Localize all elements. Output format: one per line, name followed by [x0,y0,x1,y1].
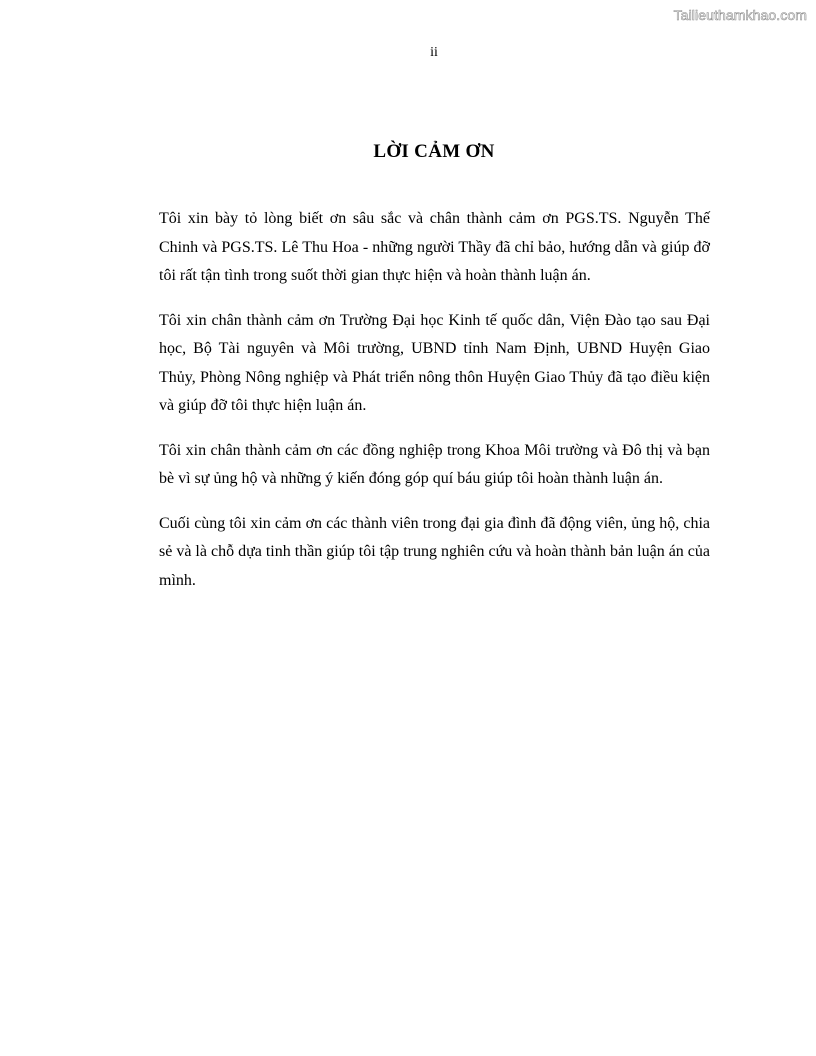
paragraph-3: Tôi xin chân thành cảm ơn các đồng nghiệp trong Khoa Môi trường và Đô thị và bạn bè vì sự ủng hộ và những ý kiến đóng góp quí báu giúp tôi hoàn thành luận án. [159,441,710,487]
page-number: ii [430,45,438,60]
page-title: LỜI CẢM ƠN [373,141,495,162]
paragraph-2: Tôi xin chân thành cảm ơn Trường Đại học Kinh tế quốc dân, Viện Đào tạo sau Đại học, Bộ Tài nguyên và Môi trường, UBND tỉnh Nam Định, UBND Huyện Giao Thủy, Phòng Nông nghiệp và Phát triển nông thôn Huyện Giao Thủy đã tạo điều kiện và giúp đỡ tôi thực hiện luận án. [159,311,710,414]
watermark: Tailieuthamkhao.com [673,7,807,23]
paragraph-1: Tôi xin bày tỏ lòng biết ơn sâu sắc và chân thành cảm ơn PGS.TS. Nguyễn Thế Chinh và PGS.TS. Lê Thu Hoa - những người Thầy đã chỉ bảo, hướng dẫn và giúp đỡ tôi rất tận tình trong suốt thời gian thực hiện và hoàn thành luận án. [159,210,710,284]
paragraph-4: Cuối cùng tôi xin cảm ơn các thành viên trong đại gia đình đã động viên, ủng hộ, chia sẻ và là chỗ dựa tinh thần giúp tôi tập trung nghiên cứu và hoàn thành bản luận án của mình. [159,514,710,589]
acknowledgement-body [159,205,710,611]
